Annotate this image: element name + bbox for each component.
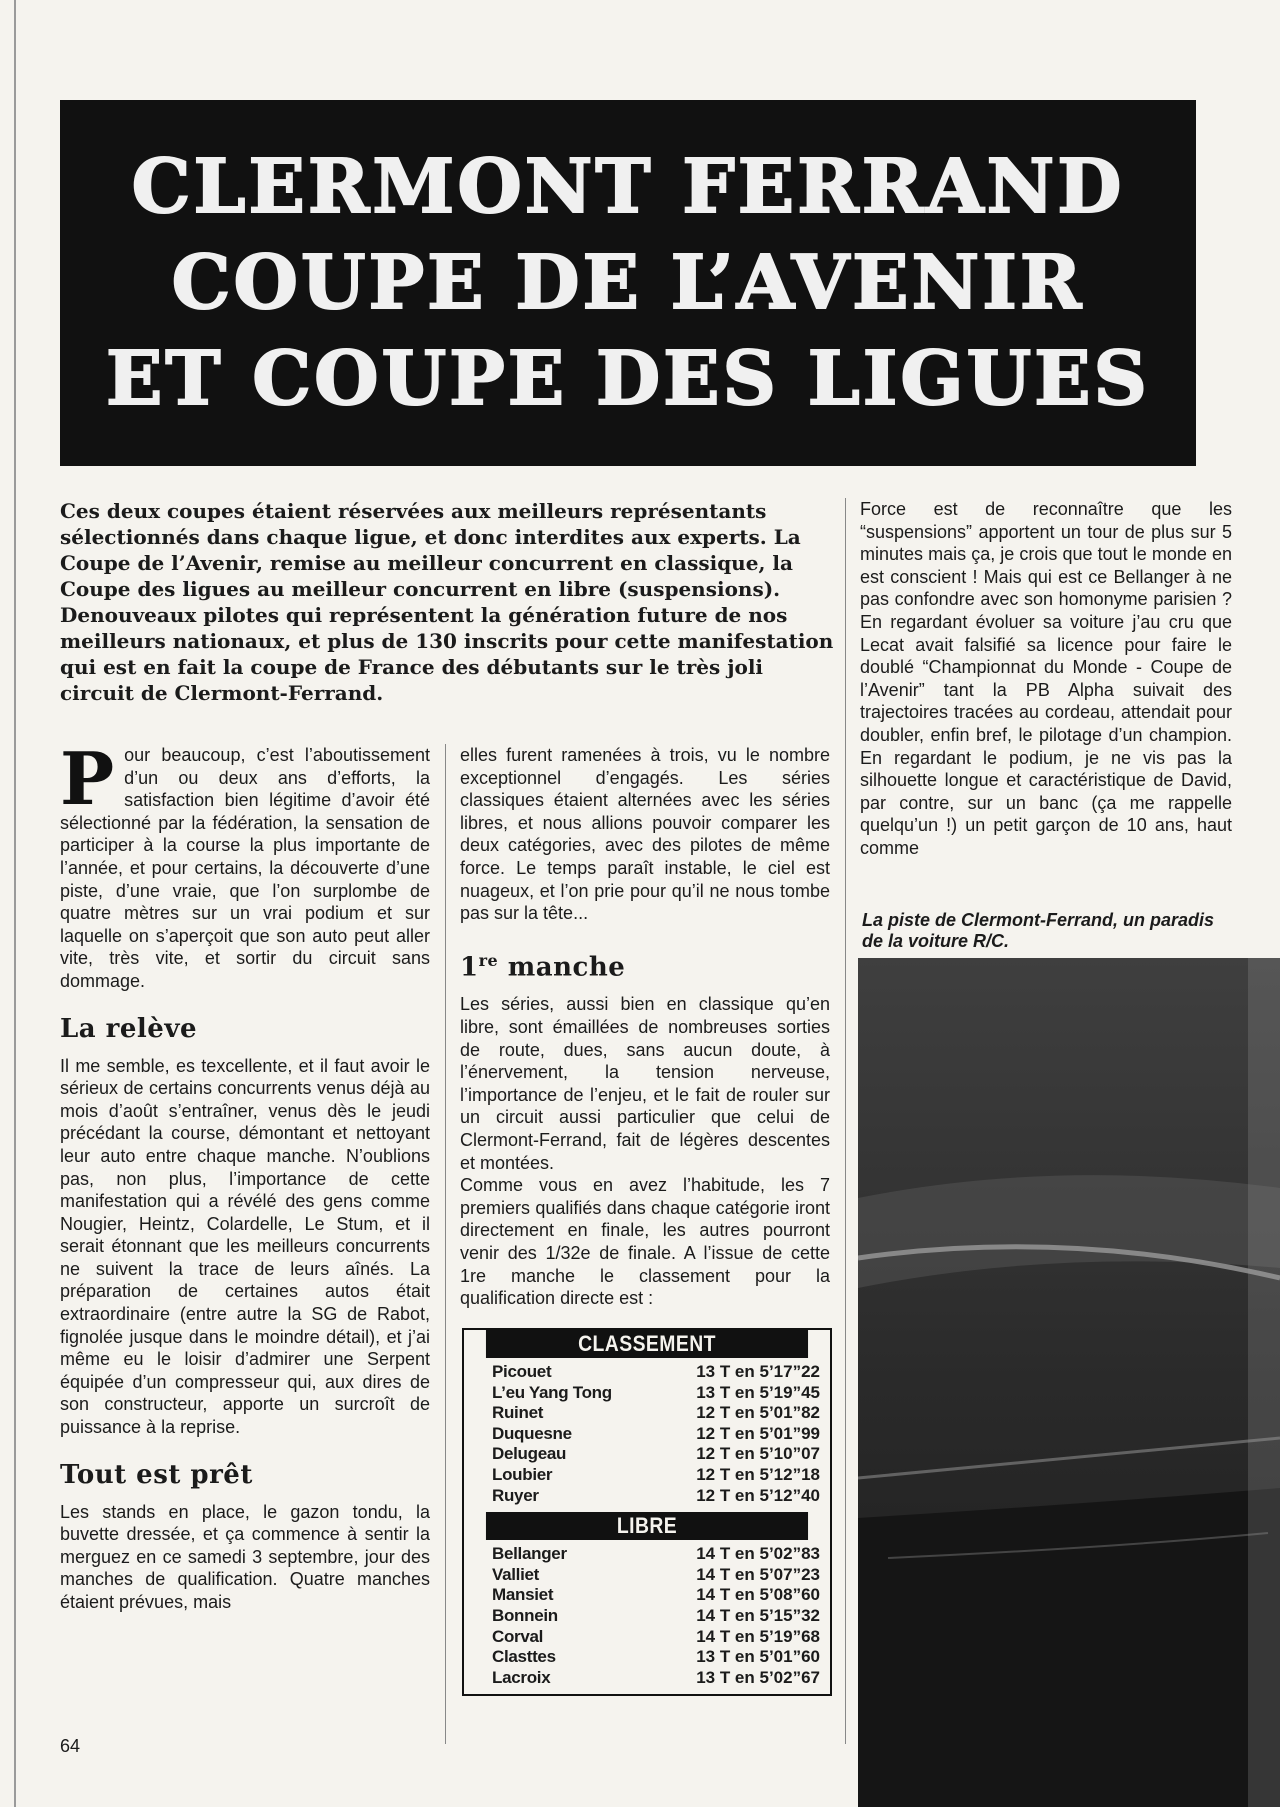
lead-avenir-name: La Coupe de l’Avenir, <box>60 525 801 575</box>
pilot-result: 12 T en 5’12”40 <box>696 1485 820 1505</box>
col2-paragraph-3: Comme vous en avez l’habitude, les 7 premiers qualifiés dans chaque catégorie iront directement en finale, les autres pourront venir des 1/32e de finale. A l’issue de cette 1re manche le classement pour la qualification directe est : <box>460 1175 830 1309</box>
col3-paragraph-1: Force est de reconnaître que les “suspensions” apportent un tour de plus sur 5 minutes mais ça, je crois que tout le monde en est conscient ! Mais qui est ce Bellanger à ne pas confondre avec son homonyme parisien ? En regardant évoluer sa voiture j’au cru que Lecat avait falsifié sa licence pour faire le doublé “Championnat du Monde - Coupe de l’Avenir” tant la PB Alpha suivait des trajectoires tracées au cordeau, attendait pour doubler, enfin bref, le pilotage d’un champion. En regardant le podium, je ne vis pas la silhouette longue et caractéristique de David, par contre, sur un banc (ça me rappelle quelqu’un !) un petit garçon de 10 ans, haut comme <box>860 499 1232 858</box>
pilot-result: 12 T en 5’10”07 <box>696 1444 820 1464</box>
table-row <box>464 1647 830 1668</box>
heading-tout-est-pret: Tout est prêt <box>60 1459 253 1490</box>
table-row <box>464 1444 830 1465</box>
pilot-result: 12 T en 5’12”18 <box>696 1464 820 1484</box>
releve-paragraph: Il me semble, es texcellente, et il faut avoir le sérieux de certains concurrents venus déjà au mois d’août s’entraîner, venus dès le jeudi précédant la course, démontant et nettoyant leur auto entre chaque manche. N’oublions pas, non plus, l’importance de cette manifestation qui a révélé des gens comme Nougier, Heintz, Colardelle, Le Stum, et il serait étonnant que les meilleurs concurrents ne suivent la trace de leurs aînés. La préparation de certaines autos était extraordinaire (entre autre la SG de Rabot, fignolée jusque dans le moindre détail), et j’ai même eu le loisir d’admirer une Serpent équipée d’un compresseur qui, aux dires de son constructeur, apporte un surcroît de puissance à la reprise. <box>60 1055 430 1438</box>
pilot-name: Mansiet <box>492 1585 554 1605</box>
pilot-result: 14 T en 5’19”68 <box>696 1626 820 1646</box>
table-row <box>464 1627 830 1648</box>
pilot-result: 14 T en 5’07”23 <box>696 1564 820 1584</box>
pilot-name: Delugeau <box>492 1444 567 1464</box>
heading-premiere-manche <box>460 945 830 984</box>
lead-part-2: remise au meilleur concurrent en classique, <box>269 551 766 575</box>
column-1 <box>60 736 430 1614</box>
table-row <box>464 1383 830 1404</box>
table-row <box>464 1465 830 1486</box>
pilot-name: Ruyer <box>492 1485 539 1505</box>
lead-part-3: au meilleur concurrent en libre (suspensions). Denouveaux pilotes qui représentent la génération future de nos meilleurs nationaux, et plus de 130 inscrits pour cette manifestation qui est en fait <box>60 577 834 679</box>
lead-france-name: la coupe de France <box>222 655 435 679</box>
column-3 <box>860 498 1232 860</box>
manche-word: manche <box>498 952 626 983</box>
table-row <box>464 1362 830 1383</box>
page-number: 64 <box>60 1736 81 1756</box>
pilot-name: Loubier <box>492 1464 553 1484</box>
table-row <box>464 1403 830 1424</box>
lead-part-1: Ces deux coupes étaient réservées aux meilleurs représentants sélectionnés dans chaque ligue, et donc interdites aux experts. <box>60 499 767 549</box>
pilot-name: Lacroix <box>492 1667 551 1687</box>
pilot-result: 12 T en 5’01”82 <box>696 1403 820 1423</box>
pilot-name: Bellanger <box>492 1544 567 1564</box>
pilot-name: L’eu Yang Tong <box>492 1382 612 1402</box>
table-row <box>464 1486 830 1507</box>
classement-body <box>464 1358 830 1512</box>
intro-text: our beaucoup, c’est l’aboutissement d’un ou deux ans d’efforts, la satisfaction bien légitime d’avoir été sélectionné par la fédération, la sensation de participer à la course la plus importante de l’année, et pour certains, la découverte d’une piste, d’une vraie, que l’on surplombe de quatre mètres sur un vrai podium et sur laquelle on s’aperçoit que son auto peut aller vite, très vite, et sortir du circuit sans dommage. <box>60 745 430 991</box>
lead-ligues-name: la Coupe des ligues <box>60 551 793 601</box>
column-rule-2 <box>845 498 846 1744</box>
pilot-name: Picouet <box>492 1362 552 1381</box>
title-line-3: ET COUPE DES LIGUES <box>106 336 1150 422</box>
col2-paragraph-2: Les séries, aussi bien en classique qu’en libre, sont émaillées de nombreuses sorties de route, dues, sans aucun doute, à l’énervement, la tension nerveuse, l’importance de l’enjeu, et le fait de rouler sur un circuit aussi particulier que celui de Clermont-Ferrand, fait de légères descentes et montées. <box>460 994 830 1173</box>
table-row <box>464 1544 830 1565</box>
pilot-result: 13 T en 5’17”22 <box>696 1362 820 1381</box>
pilot-result: 13 T en 5’01”60 <box>696 1647 820 1667</box>
lead-paragraph <box>60 498 836 706</box>
lead-part-4: des débutants sur le très joli circuit de Clermont-Ferrand. <box>60 655 764 705</box>
manche-superscript: re <box>478 950 499 970</box>
libre-header: LIBRE <box>486 1512 808 1540</box>
pilot-result: 14 T en 5’15”32 <box>696 1605 820 1625</box>
column-rule-1 <box>445 744 446 1744</box>
pret-paragraph: Les stands en place, le gazon tondu, la buvette dressée, et ça commence à sentir la merguez en ce samedi 3 septembre, jour des manches de qualification. Quatre manches étaient prévues, mais <box>60 1501 430 1612</box>
pilot-result: 14 T en 5’08”60 <box>696 1585 820 1605</box>
track-photo-image <box>858 958 1280 1807</box>
table-row <box>464 1606 830 1627</box>
title-line-2: COUPE DE L’AVENIR <box>171 240 1085 326</box>
manche-number: 1 <box>460 952 479 983</box>
table-row <box>464 1565 830 1586</box>
dropcap: P <box>60 736 115 821</box>
heading-la-releve: La relève <box>60 1013 197 1044</box>
intro-paragraph <box>60 736 430 993</box>
page-gutter-line <box>14 0 16 1807</box>
table-row <box>464 1585 830 1606</box>
pilot-name: Valliet <box>492 1564 540 1584</box>
title-banner <box>60 100 1196 466</box>
track-photo <box>858 958 1280 1807</box>
pilot-result: 14 T en 5’02”83 <box>696 1544 820 1564</box>
pilot-result: 13 T en 5’19”45 <box>696 1382 820 1402</box>
table-row <box>464 1424 830 1445</box>
title-line-1: CLERMONT FERRAND <box>131 144 1125 230</box>
results-table <box>462 1328 832 1696</box>
pilot-name: Clasttes <box>492 1647 556 1667</box>
pilot-name: Ruinet <box>492 1403 544 1423</box>
classement-header: CLASSEMENT <box>486 1330 808 1358</box>
pilot-name: Duquesne <box>492 1423 572 1443</box>
photo-caption: La piste de Clermont-Ferrand, un paradis de la voiture R/C. <box>862 910 1215 951</box>
pilot-result: 13 T en 5’02”67 <box>696 1667 820 1687</box>
pilot-result: 12 T en 5’01”99 <box>696 1423 820 1443</box>
libre-body <box>464 1540 830 1694</box>
pilot-name: Corval <box>492 1626 544 1646</box>
column-2 <box>460 744 830 1310</box>
col2-paragraph-1: elles furent ramenées à trois, vu le nombre exceptionnel d’engagés. Les séries classiques étaient alternées avec les séries libres, et nous allions pouvoir comparer les deux catégories, avec des pilotes de même force. Le temps paraît instable, le ciel est nuageux, et l’on prie pour qu’il ne nous tombe pas sur la tête... <box>460 745 830 924</box>
pilot-name: Bonnein <box>492 1605 558 1625</box>
table-row <box>464 1668 830 1689</box>
